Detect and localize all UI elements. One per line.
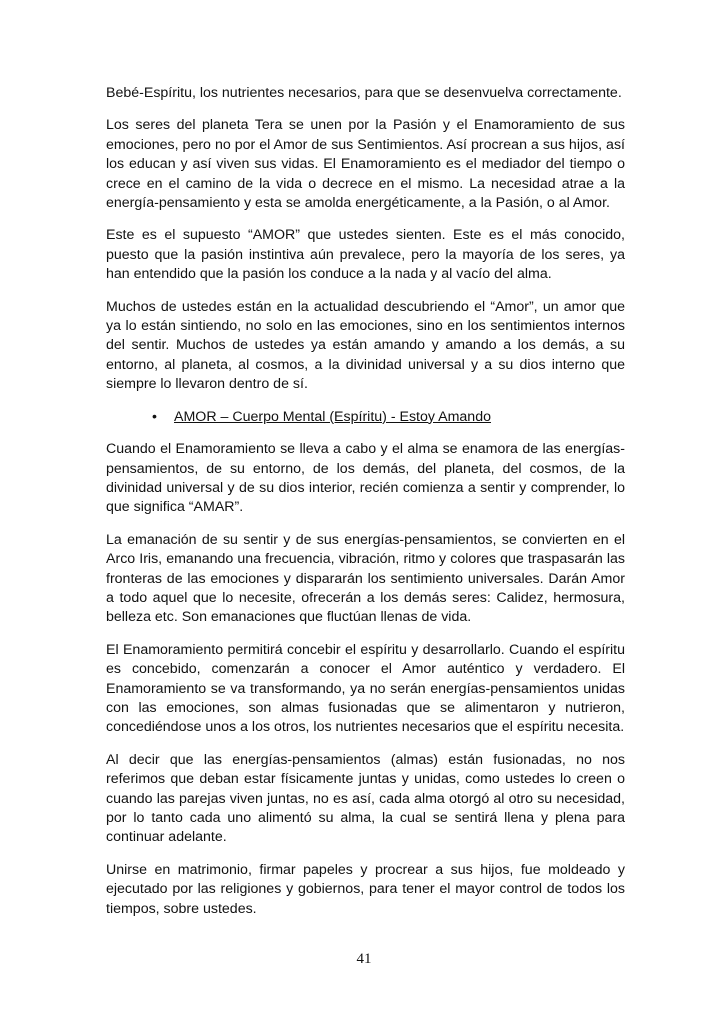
paragraph: Bebé-Espíritu, los nutrientes necesarios, para que se desenvuelva correctamente. <box>106 85 622 101</box>
bullet-item <box>152 408 625 427</box>
section-heading: AMOR – Cuerpo Mental (Espíritu) - Estoy Amando <box>174 408 491 425</box>
paragraph: La emanación de su sentir y de sus energías-pensamientos, se convierten en el Arco Iris, emanando una frecuencia, vibración, ritmo y colores que traspasarán las fronteras de las emociones y dispararán los sentimiento universales. Darán Amor a todo aquel que lo necesite, ofrecerán a los demás seres: Calidez, hermosura, belleza etc. Son emanaciones que fluctúan llenas de vida. <box>106 531 625 626</box>
paragraph: Unirse en matrimonio, firmar papeles y procrear a sus hijos, fue moldeado y ejecutado por las religiones y gobiernos, para tener el mayor control de todos los tiempos, sobre ustedes. <box>106 861 625 917</box>
paragraph: Los seres del planeta Tera se unen por la Pasión y el Enamoramiento de sus emociones, pero no por el Amor de sus Sentimientos. Así procrean a sus hijos, así los educan y así viven sus vidas. El Enamoramiento es el mediador del tiempo o crece en el camino de la vida o decrece en el mismo. La necesidad atrae a la energía-pensamiento y esta se amolda energéticamente, a la Pasión, o al Amor. <box>106 117 625 212</box>
paragraph: Al decir que las energías-pensamientos (almas) están fusionadas, no nos referimos que deban estar físicamente juntas y unidas, como ustedes lo creen o cuando las parejas viven juntas, no es así, cada alma otorgó al otro su necesidad, por lo tanto cada uno alimentó su alma, la cual se sentirá llena y plena para continuar adelante. <box>106 751 625 846</box>
paragraph: Este es el supuesto “AMOR” que ustedes sienten. Este es el más conocido, puesto que la pasión instintiva aún prevalece, pero la mayoría de los seres, ya han entendido que la pasión los conduce a la nada y al vacío del alma. <box>106 227 625 283</box>
paragraph: Cuando el Enamoramiento se lleva a cabo y el alma se enamora de las energías-pensamientos, de su entorno, de los demás, del planeta, del cosmos, de la divinidad universal y de su dios interior, recién comienza a sentir y comprender, lo que significa “AMAR”. <box>106 441 625 516</box>
page-body <box>106 84 625 932</box>
paragraph: El Enamoramiento permitirá concebir el espíritu y desarrollarlo. Cuando el espíritu es concebido, comenzarán a conocer el Amor auténtico y verdadero. El Enamoramiento se va transformando, ya no serán energías-pensamientos unidas con las emociones, son almas fusionadas que se alimentaron y nutrieron, concediéndose unos a los otros, los nutrientes necesarios que el espíritu necesita. <box>106 641 625 736</box>
paragraph: Muchos de ustedes están en la actualidad descubriendo el “Amor”, un amor que ya lo están sintiendo, no solo en las emociones, sino en los sentimientos internos del sentir. Muchos de ustedes ya están amando y amando a los demás, a su entorno, al planeta, al cosmos, a la divinidad universal y a su dios interno que siempre lo llevaron dentro de sí. <box>106 298 625 393</box>
bullet-dot-icon: • <box>152 408 157 425</box>
page-number: 41 <box>356 951 372 967</box>
